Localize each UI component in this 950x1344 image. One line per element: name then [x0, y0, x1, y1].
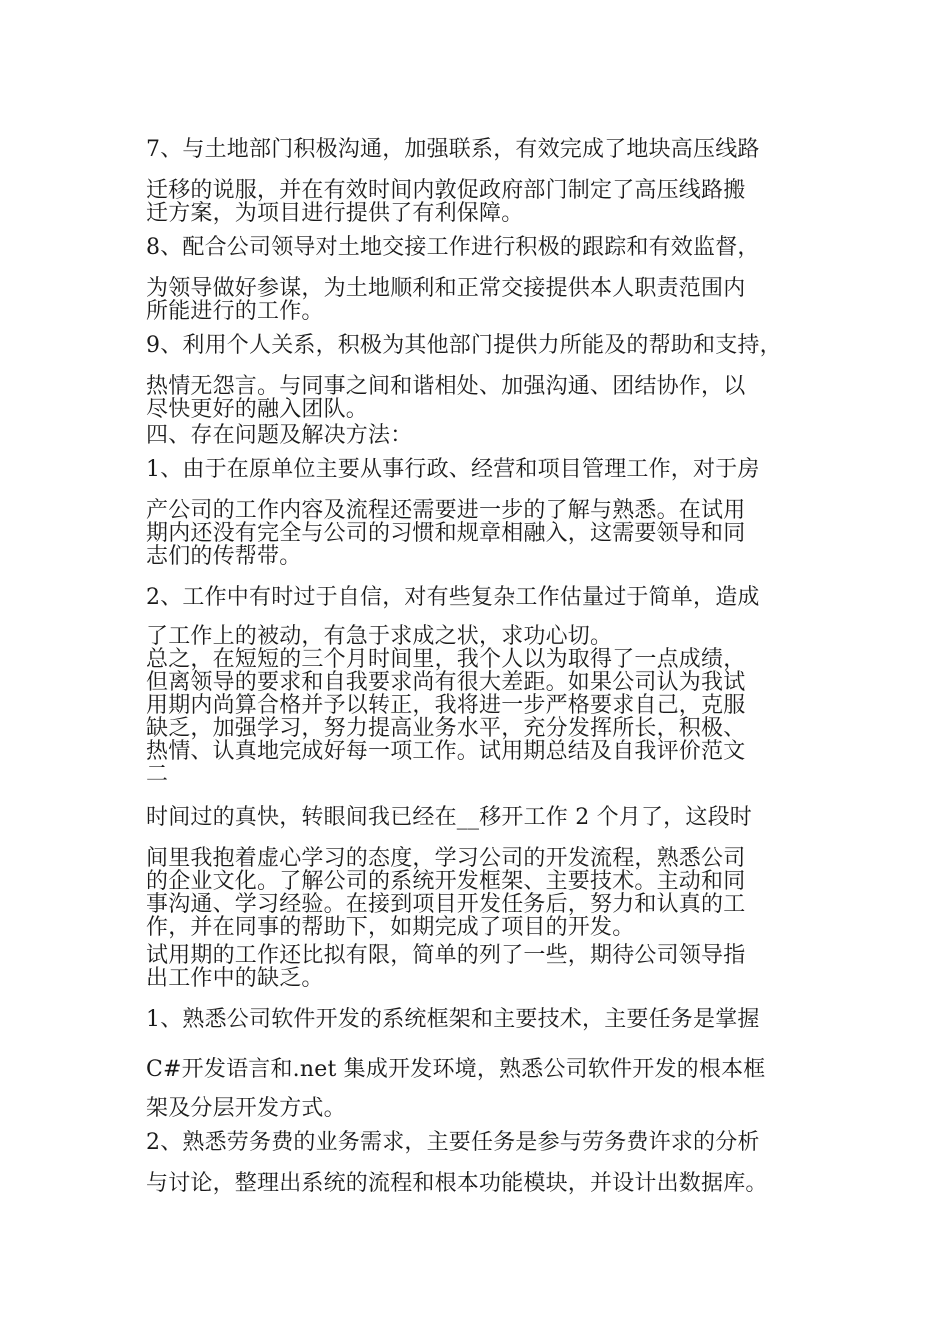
- text-line-12: 产公司的工作内容及流程还需要进一步的了解与熟悉。在试用: [146, 498, 746, 523]
- section-heading: 四、存在问题及解决方法：: [146, 423, 413, 448]
- text-line-6: 所能进行的工作。: [146, 299, 324, 324]
- text-line-1: 7、与土地部门积极沟通，加强联系，有效完成了地块高压线路: [146, 137, 760, 162]
- text-line-13: 期内还没有完全与公司的习惯和规章相融入，这需要领导和同: [146, 521, 746, 546]
- text-line-33: 2、熟悉劳务费的业务需求，主要任务是参与劳务费许求的分析: [146, 1130, 760, 1155]
- text-line-32: 架及分层开发方式。: [146, 1096, 346, 1121]
- text-line-26: 事沟通、学习经验。在接到项目开发任务后，努力和认真的工: [146, 892, 746, 917]
- text-line-7: 9、利用个人关系，积极为其他部门提供力所能及的帮助和支持，: [146, 333, 782, 358]
- text-line-3: 迁方案，为项目进行提供了有利保障。: [146, 201, 524, 226]
- text-line-17: 总之，在短短的三个月时间里，我个人以为取得了一点成绩，: [146, 647, 746, 672]
- text-line-5: 为领导做好参谋，为土地顺利和正常交接提供本人职责范围内: [146, 276, 746, 301]
- text-line-27: 作，并在同事的帮助下，如期完成了项目的开发。: [146, 915, 635, 940]
- text-line-28: 试用期的工作还比拟有限，简单的列了一些，期待公司领导指: [146, 943, 746, 968]
- text-line-29: 出工作中的缺乏。: [146, 966, 324, 991]
- text-line-31: C#开发语言和.net 集成开发环境，熟悉公司软件开发的根本框: [146, 1057, 766, 1082]
- text-line-9: 尽快更好的融入团队。: [146, 397, 369, 422]
- text-line-30: 1、熟悉公司软件开发的系统框架和主要技术，主要任务是掌握: [146, 1007, 760, 1032]
- text-line-2: 迁移的说服，并在有效时间内敦促政府部门制定了高压线路搬: [146, 178, 746, 203]
- text-line-8: 热情无怨言。与同事之间和谐相处、加强沟通、团结协作，以: [146, 374, 746, 399]
- text-line-15: 2、工作中有时过于自信，对有些复杂工作估量过于简单，造成: [146, 585, 760, 610]
- text-line-14: 志们的传帮带。: [146, 544, 302, 569]
- text-line-22: 二: [146, 762, 169, 787]
- text-line-24: 间里我抱着虚心学习的态度，学习公司的开发流程，熟悉公司: [146, 846, 746, 871]
- text-line-4: 8、配合公司领导对土地交接工作进行积极的跟踪和有效监督，: [146, 235, 760, 260]
- text-line-19: 用期内尚算合格并予以转正，我将进一步严格要求自己，克服: [146, 693, 746, 718]
- text-line-23: 时间过的真快，转眼间我已经在__移开工作 2 个月了，这段时: [146, 805, 752, 830]
- text-line-25: 的企业文化。了解公司的系统开发框架、主要技术。主动和同: [146, 869, 746, 894]
- text-line-18: 但离领导的要求和自我要求尚有很大差距。如果公司认为我试: [146, 670, 746, 695]
- text-line-21: 热情、认真地完成好每一项工作。试用期总结及自我评价范文: [146, 739, 746, 764]
- text-line-11: 1、由于在原单位主要从事行政、经营和项目管理工作，对于房: [146, 457, 760, 482]
- text-line-20: 缺乏，加强学习，努力提高业务水平，充分发挥所长，积极、: [146, 716, 746, 741]
- text-line-34: 与讨论，整理出系统的流程和根本功能模块，并设计出数据库。: [146, 1171, 768, 1196]
- text-line-16: 了工作上的被动，有急于求成之状，求功心切。: [146, 624, 613, 649]
